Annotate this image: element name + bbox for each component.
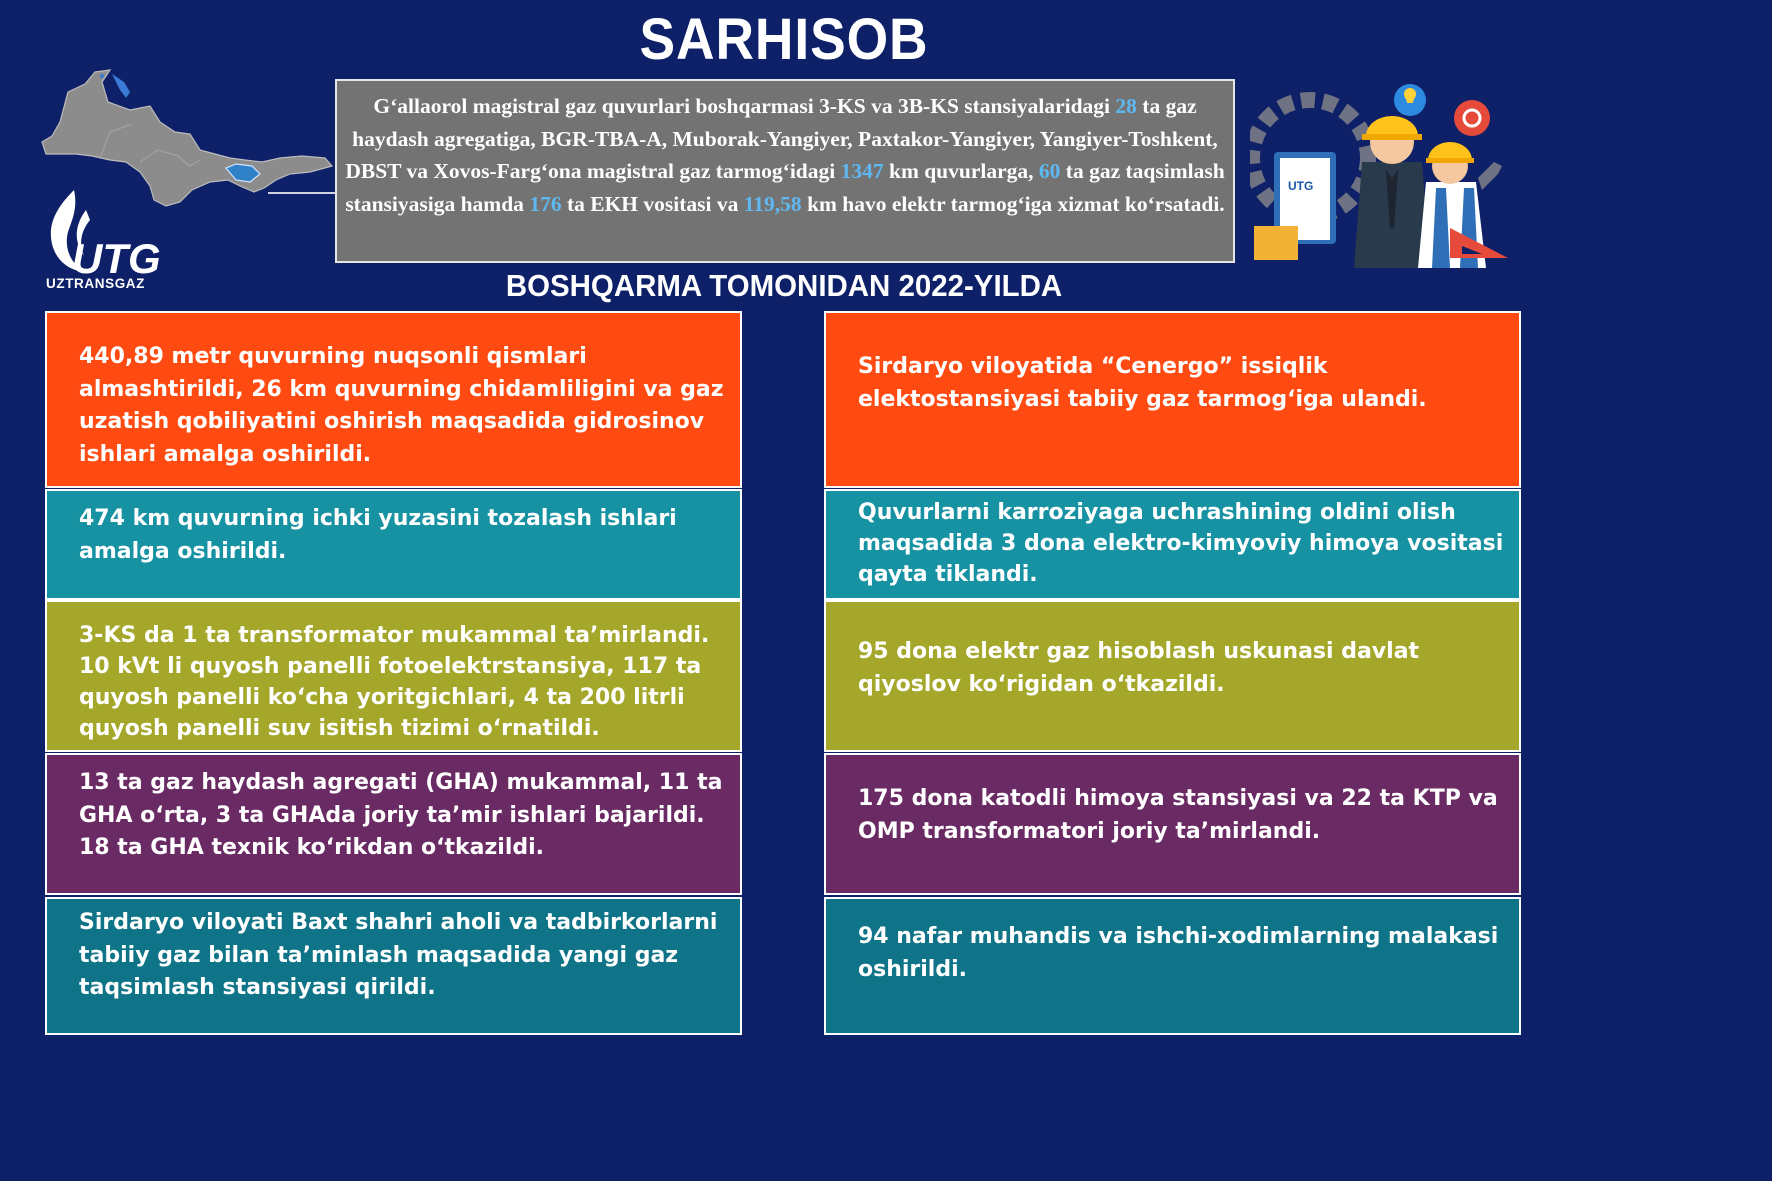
card-cenergo — [824, 311, 1521, 488]
card-text: 175 dona katodli himoya stansiyasi va 22 ta KTP va OMP transformatori joriy ta’mirlandi. — [858, 786, 1498, 844]
section-subtitle: BOSHQARMA TOMONIDAN 2022-YILDA — [505, 268, 1063, 303]
card-solar-installations — [45, 600, 742, 752]
summary-text-5: ta EKH vositasi va — [561, 191, 744, 216]
summary-text-4: ta gaz taqsimlash stansiyasiga hamda — [345, 159, 1225, 216]
card-baxt-station — [45, 897, 742, 1035]
summary-text-1: G‘allaorol magistral gaz quvurlari boshqarmasi 3-KS va 3B-KS stansiyalaridagi — [373, 94, 1116, 118]
summary-number-power-km: 119,58 — [743, 191, 802, 216]
summary-text-6: km havo elektr tarmog‘iga xizmat ko‘rsatadi. — [801, 191, 1225, 216]
summary-number-stations: 60 — [1038, 159, 1061, 183]
card-text: Sirdaryo viloyatida “Cenergo” issiqlik elektostansiyasi tabiiy gaz tarmog‘iga ulandi. — [858, 354, 1427, 412]
card-gas-meters — [824, 600, 1521, 752]
summary-number-ekh: 176 — [529, 191, 562, 216]
summary-box — [335, 79, 1235, 263]
card-text: 13 ta gaz haydash agregati (GHA) mukammal, 11 ta GHA o‘rta, 3 ta GHAda joriy ta’mir ishlari bajarildi. 18 ta GHA texnik ko‘rikdan o‘tkazildi. — [79, 770, 723, 860]
card-corrosion-protection — [824, 489, 1521, 600]
logo-name: UTG — [72, 235, 161, 282]
summary-number-agregat: 28 — [1115, 94, 1137, 118]
card-pipe-replacement — [45, 311, 742, 488]
card-pipe-cleaning — [45, 489, 742, 600]
card-cathodic-stations — [824, 753, 1521, 895]
summary-text-2: ta gaz haydash agregatiga, BGR-TBA-A, Muborak-Yangiyer, Paxtakor-Yangiyer, Yangiyer-Toshkent, DBST va Xovos-Farg‘ona magistral gaz tarmog‘idagi — [345, 94, 1218, 183]
card-text: 474 km quvurning ichki yuzasini tozalash ishlari amalga oshirildi. — [79, 506, 677, 564]
card-text: 94 nafar muhandis va ishchi-xodimlarning malakasi oshirildi. — [858, 924, 1499, 982]
card-text: 3-KS da 1 ta transformator mukammal ta’mirlandi. 10 kVt li quyosh panelli fotoelektrstansiya, 117 ta quyosh panelli ko‘cha yoritgichlari, 4 ta 200 litrli quyosh panelli suv isitish tizimi o‘rnatildi. — [79, 623, 710, 741]
summary-text-3: km quvurlarga, — [883, 159, 1039, 183]
card-text: 440,89 metr quvurning nuqsonli qismlari almashtirildi, 26 km quvurning chidamliligini va gaz uzatish qobiliyatini oshirish maqsadida gidrosinov ishlari amalga oshirildi. — [79, 344, 724, 467]
summary-number-km: 1347 — [840, 159, 884, 183]
card-gha-repair — [45, 753, 742, 895]
page-title: SARHISOB — [639, 7, 929, 72]
card-text: Sirdaryo viloyati Baxt shahri aholi va tadbirkorlarni tabiiy gaz bilan ta’minlash maqsadida yangi gaz taqsimlash stansiyasi qirildi. — [79, 910, 718, 1000]
logo-tagline: UZTRANSGAZ — [46, 276, 145, 291]
card-staff-training — [824, 897, 1521, 1035]
card-text: 95 dona elektr gaz hisoblash uskunasi davlat qiyoslov ko‘rigidan o‘tkazildi. — [858, 639, 1420, 697]
card-text: Quvurlarni karroziyaga uchrashining oldini olish maqsadida 3 dona elektro-kimyoviy himoya vositasi qayta tiklandi. — [858, 500, 1504, 587]
engineers-illustration-icon — [1250, 78, 1510, 268]
svg-text:UTG: UTG — [1288, 179, 1314, 193]
